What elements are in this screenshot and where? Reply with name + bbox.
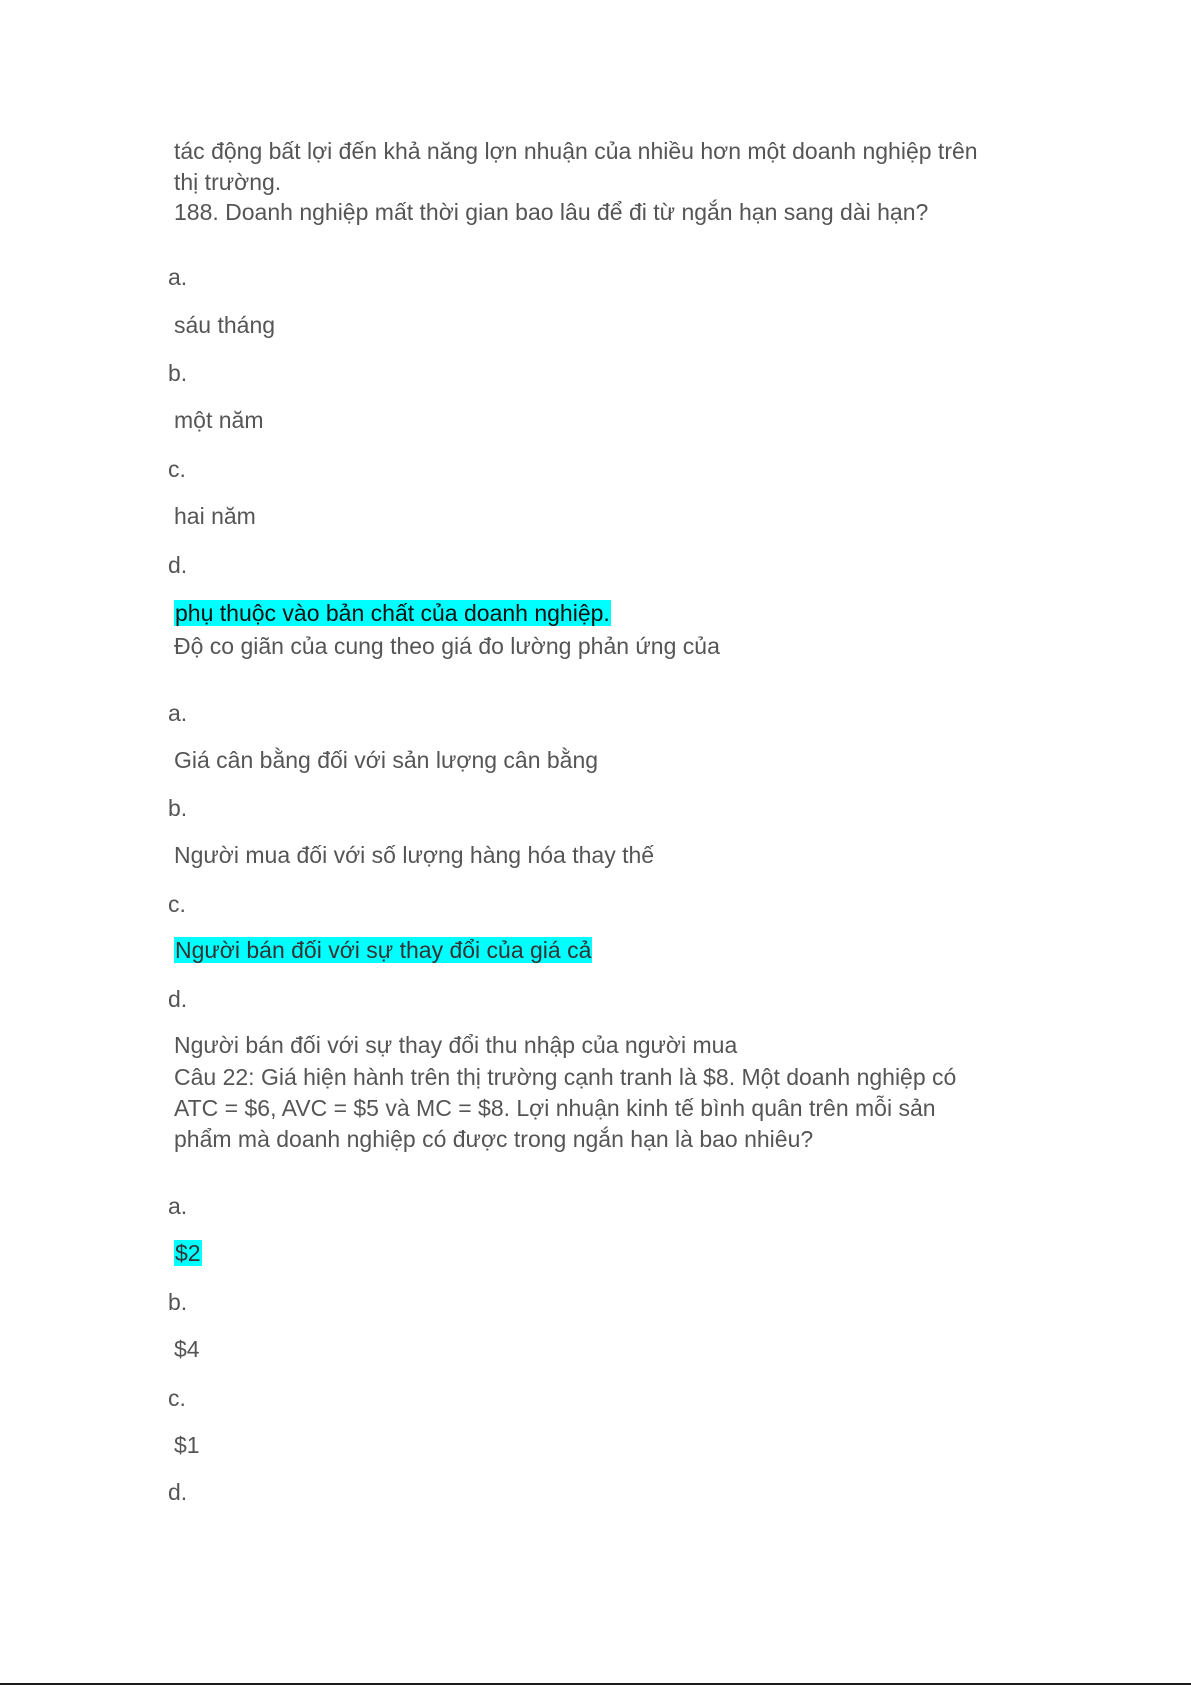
option-letter-c: c.: [168, 456, 186, 482]
option-text-c-answer: [174, 936, 592, 964]
question-22-line-3: phẩm mà doanh nghiệp có được trong ngắn hạn là bao nhiêu?: [174, 1126, 814, 1152]
question-188: 188. Doanh nghiệp mất thời gian bao lâu để đi từ ngắn hạn sang dài hạn?: [174, 199, 929, 225]
option-text-c: hai năm: [174, 503, 256, 529]
highlighted-answer: Người bán đối với sự thay đổi của giá cả: [175, 937, 592, 963]
option-text-d: Người bán đối với sự thay đổi thu nhập của người mua: [174, 1032, 738, 1058]
option-text-a: sáu tháng: [174, 312, 276, 338]
option-letter-c: c.: [168, 891, 186, 917]
question-22-line-2: ATC = $6, AVC = $5 và MC = $8. Lợi nhuận kinh tế bình quân trên mỗi sản: [174, 1095, 936, 1121]
option-letter-c: c.: [168, 1385, 186, 1411]
option-text-a: Giá cân bằng đối với sản lượng cân bằng: [174, 747, 599, 773]
option-letter-b: b.: [168, 360, 188, 386]
highlighted-answer: $2: [175, 1240, 201, 1266]
option-letter-b: b.: [168, 795, 188, 821]
question-elasticity: Độ co giãn của cung theo giá đo lường phản ứng của: [174, 633, 720, 659]
option-text-d-answer: [174, 599, 611, 627]
option-letter-d: d.: [168, 986, 188, 1012]
option-letter-a: a.: [168, 1193, 188, 1219]
option-letter-a: a.: [168, 700, 188, 726]
intro-line-1: tác động bất lợi đến khả năng lợn nhuận của nhiều hơn một doanh nghiệp trên: [174, 138, 978, 164]
option-letter-a: a.: [168, 264, 188, 290]
option-text-a-answer: [174, 1239, 202, 1267]
option-text-c: $1: [174, 1432, 200, 1458]
intro-line-2: thị trường.: [174, 169, 282, 195]
option-text-b: Người mua đối với số lượng hàng hóa thay thế: [174, 842, 655, 868]
option-letter-d: d.: [168, 552, 188, 578]
highlighted-answer: phụ thuộc vào bản chất của doanh nghiệp.: [175, 600, 610, 626]
option-letter-b: b.: [168, 1289, 188, 1315]
option-letter-d: d.: [168, 1479, 188, 1505]
option-text-b: $4: [174, 1336, 200, 1362]
option-text-b: một năm: [174, 407, 264, 433]
question-22-line-1: Câu 22: Giá hiện hành trên thị trường cạnh tranh là $8. Một doanh nghiệp có: [174, 1064, 957, 1090]
